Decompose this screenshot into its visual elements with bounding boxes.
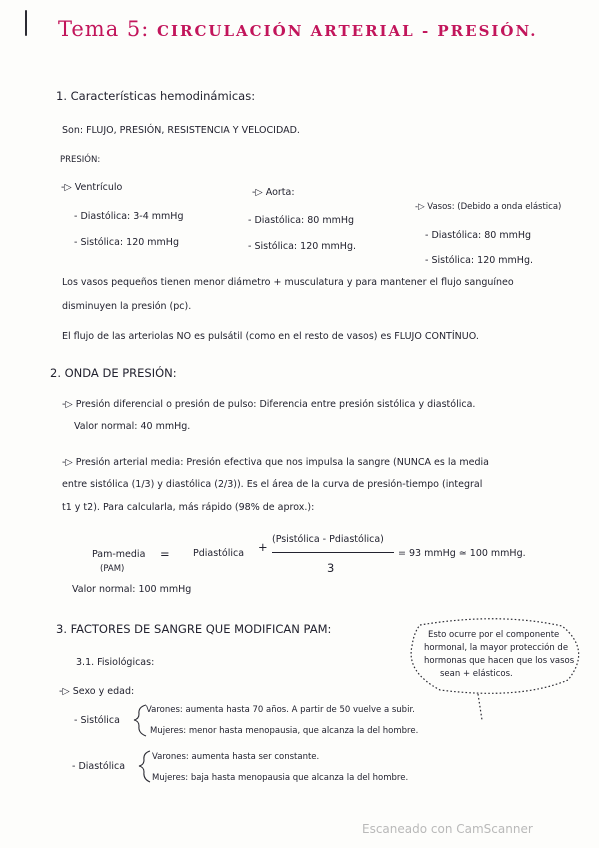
formula-numerator: (Psistólica - Pdiastólica) [272, 534, 384, 545]
vasos-diastolica: - Diastólica: 80 mmHg [425, 230, 532, 241]
diastolica-label: - Diastólica [72, 761, 126, 772]
s3-sexo-edad: -▷ Sexo y edad: [59, 686, 135, 697]
sistolica-mujeres: Mujeres: menor hasta menopausia, que alcanza la del hombre. [150, 726, 419, 736]
aorta-label: -▷ Aorta: [252, 187, 295, 198]
camscanner-footer: Escaneado con CamScanner [362, 822, 533, 836]
sistolica-varones: Varones: aumenta hasta 70 años. A partir de 50 vuelve a subir. [146, 705, 415, 715]
aorta-sistolica: - Sistólica: 120 mmHg. [248, 241, 357, 252]
s2-media-line-b: entre sistólica (1/3) y diastólica (2/3)). Es el área de la curva de presión-tiempo (integral [62, 479, 483, 490]
ventriculo-label: -▷ Ventrículo [61, 182, 123, 193]
bubble-line-2: hormonal, la mayor protección de [424, 643, 569, 653]
formula-pam-sub: (PAM) [100, 564, 125, 574]
diastolica-mujeres: Mujeres: baja hasta menopausia que alcanza la del hombre. [152, 773, 409, 783]
ventriculo-sistolica: - Sistólica: 120 mmHg [74, 237, 179, 248]
s1-son-line: Son: FLUJO, PRESIÓN, RESISTENCIA Y VELOCIDAD. [62, 125, 300, 136]
ventriculo-diastolica: - Diastólica: 3-4 mmHg [74, 211, 184, 222]
vasos-label: -▷ Vasos: (Debido a onda elástica) [415, 202, 562, 212]
s2-media-line-c: t1 y t2). Para calcularla, más rápido (98% de aprox.): [62, 502, 315, 513]
formula-pam-label: Pam-media [92, 549, 146, 560]
formula-p-diastolica: Pdiastólica [193, 548, 245, 559]
s1-paragraph-2: El flujo de las arteriolas NO es pulsátil (como en el resto de vasos) es FLUJO CONTÍNUO. [62, 331, 479, 342]
s2-media-line-a: -▷ Presión arterial media: Presión efectiva que nos impulsa la sangre (NUNCA es la media [62, 457, 489, 468]
formula-denominator: 3 [327, 561, 335, 575]
formula-plus: + [258, 540, 268, 554]
s1-paragraph-1a: Los vasos pequeños tienen menor diámetro + musculatura y para mantener el flujo sanguíneo [62, 277, 514, 288]
s1-paragraph-1b: disminuyen la presión (pc). [62, 301, 192, 312]
title-topic: CIRCULACIÓN ARTERIAL - PRESIÓN. [157, 22, 538, 40]
section-3-heading: 3. FACTORES DE SANGRE QUE MODIFICAN PAM: [56, 622, 332, 636]
s2-pulso-line: -▷ Presión diferencial o presión de pulso: Diferencia entre presión sistólica y diastólica. [62, 399, 476, 410]
s3-subsection-heading: 3.1. Fisiológicas: [76, 657, 155, 668]
diastolica-varones: Varones: aumenta hasta ser constante. [152, 752, 320, 762]
section-1-heading: 1. Características hemodinámicas: [56, 89, 256, 103]
s2-valor-normal-2: Valor normal: 100 mmHg [72, 584, 192, 595]
title-tema: Tema 5: [58, 17, 150, 41]
section-2-heading: 2. ONDA DE PRESIÓN: [50, 366, 177, 380]
vasos-sistolica: - Sistólica: 120 mmHg. [425, 255, 534, 266]
sistolica-label: - Sistólica [74, 715, 120, 726]
formula-equals: = [160, 547, 170, 561]
s1-presion-label: PRESIÓN: [60, 155, 101, 165]
s2-valor-normal-1: Valor normal: 40 mmHg. [74, 421, 191, 432]
bubble-line-3: hormonas que hacen que los vasos [424, 656, 575, 666]
bubble-line-1: Esto ocurre por el componente [428, 630, 560, 640]
aorta-diastolica: - Diastólica: 80 mmHg [248, 215, 355, 226]
bubble-line-4: sean + elásticos. [440, 669, 513, 679]
formula-result: = 93 mmHg ≃ 100 mmHg. [398, 548, 526, 559]
